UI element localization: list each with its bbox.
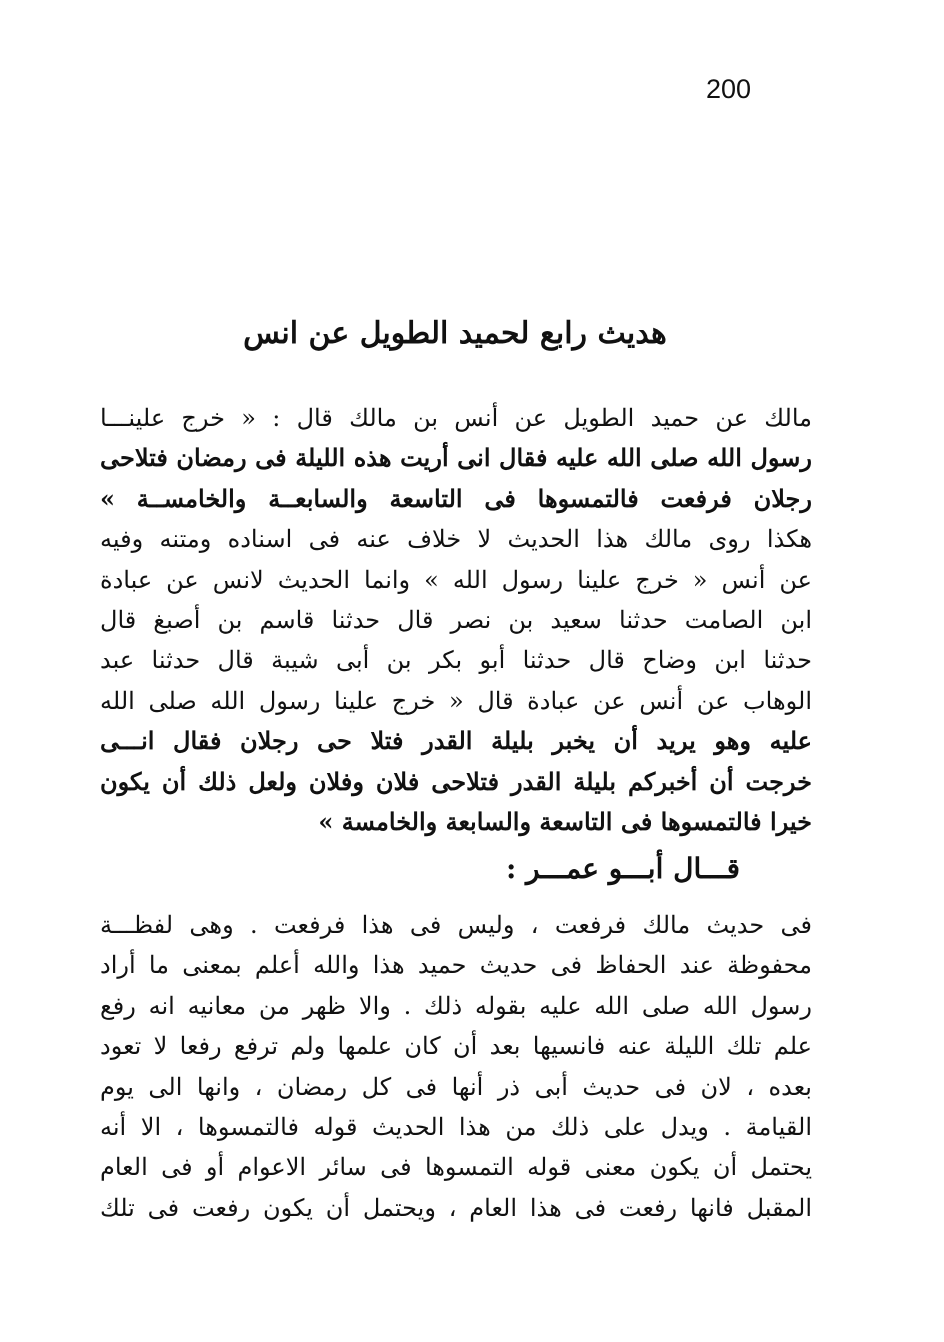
text-line: القيامة . ويدل على ذلك من هذا الحديث قوله فالتمسوها ، الا أنه	[100, 1112, 812, 1141]
text-line: فى حديث مالك فرفعت ، وليس فى هذا فرفعت . وهى لفظـــة	[100, 911, 812, 939]
text-line: هكذا روى مالك هذا الحديث لا خلاف عنه فى اسناده ومتنه وفيه	[100, 525, 812, 554]
text-line: مالك عن حميد الطويل عن أنس بن مالك قال : « خرج علينـــا	[100, 404, 812, 432]
paragraph-hadith	[100, 398, 812, 842]
text-line: رسول الله صلى الله عليه بقوله ذلك . والا ظهر من معانيه انه رفع	[100, 991, 812, 1020]
text-line: حدثنا ابن وضاح قال حدثنا أبو بكر بن أبى شيبة قال حدثنا عبد	[100, 646, 812, 675]
text-line: الوهاب عن أنس عن عبادة قال « خرج علينا رسول الله صلى الله	[100, 686, 812, 715]
text-line: رجلان فرفعت فالتمسوها فى التاسعة والسابعــة والخامســة »	[100, 483, 812, 513]
text-line: عن أنس « خرج علينا رسول الله » وانما الحديث لانس عن عبادة	[100, 565, 812, 594]
text-line: يحتمل أن يكون معنى قوله التمسوها فى سائر الاعوام أو فى العام	[100, 1153, 812, 1182]
section-subheading: قـــال أبـــو عمـــر :	[505, 852, 740, 885]
chapter-title: هديث رابع لحميد الطويل عن انس	[243, 316, 667, 351]
text-line: علم تلك الليلة عنه فانسيها بعد أن كان علمها ولم ترفع رفعا لا تعود	[100, 1032, 812, 1061]
text-line: عليه وهو يريد أن يخبر بليلة القدر فتلا حى رجلان فقال انـــى	[100, 726, 812, 756]
text-line: بعده ، لان فى حديث أبى ذر أنها فى كل رمضان ، وانها الى يوم	[100, 1072, 812, 1101]
text-line: رسول الله صلى الله عليه فقال انى أريت هذه الليلة فى رمضان فتلاحى	[100, 443, 812, 473]
text-line: خيرا فالتمسوها فى التاسعة والسابعة والخامسة »	[318, 806, 812, 836]
text-line: المقبل فانها رفعت فى هذا العام ، ويحتمل أن يكون رفعت فى تلك	[100, 1193, 812, 1222]
text-line: ابن الصامت حدثنا سعيد بن نصر قال حدثنا قاسم بن أصبغ قال	[100, 605, 812, 634]
paragraph-commentary	[100, 905, 812, 1228]
page-number: 200	[706, 74, 752, 104]
text-line: محفوظة عند الحفاظ فى حديث حميد هذا والله أعلم بمعنى ما أراد	[100, 951, 812, 980]
text-line: خرجت أن أخبركم بليلة القدر فتلاحى فلان وفلان ولعل ذلك أن يكون	[100, 766, 812, 796]
